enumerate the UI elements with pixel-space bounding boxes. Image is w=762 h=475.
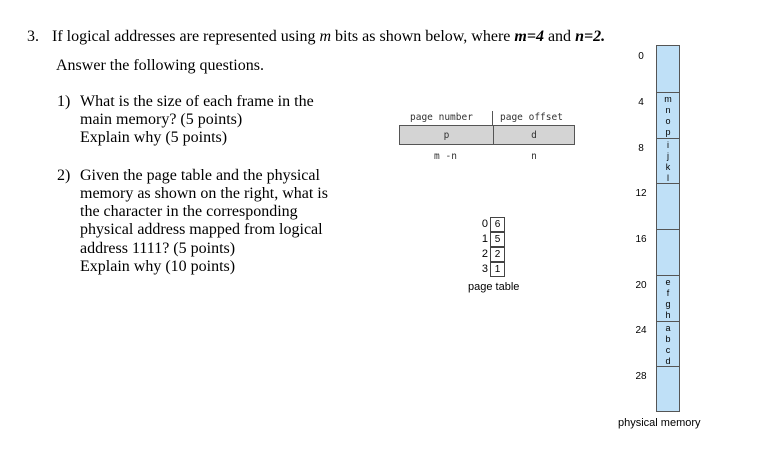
memory-address-label: 24 bbox=[635, 325, 647, 336]
memory-address-label: 12 bbox=[635, 188, 647, 199]
memory-char: g bbox=[665, 299, 671, 309]
intro-m-value: m=4 bbox=[514, 28, 544, 45]
memory-char: n bbox=[665, 105, 671, 115]
memory-char: h bbox=[665, 310, 671, 320]
question-number: 3. bbox=[27, 28, 39, 45]
physical-memory-block bbox=[656, 45, 680, 412]
physical-memory-caption: physical memory bbox=[618, 417, 701, 429]
intro-var-m: m bbox=[319, 28, 332, 45]
memory-char: c bbox=[665, 345, 671, 355]
page-table-caption: page table bbox=[468, 281, 520, 293]
memory-char: p bbox=[665, 127, 671, 137]
page-table bbox=[478, 217, 518, 277]
memory-address-label: 4 bbox=[638, 97, 644, 108]
q2-line: the character in the corresponding bbox=[80, 203, 298, 220]
q2-number: 2) bbox=[57, 167, 71, 184]
frame-boundary bbox=[657, 183, 679, 184]
page-number-field: p bbox=[443, 130, 450, 141]
page-number-bits-label: m -n bbox=[434, 151, 457, 162]
page-table-row bbox=[478, 262, 518, 277]
instruction-text: Answer the following questions. bbox=[56, 57, 264, 74]
memory-address-label: 0 bbox=[638, 51, 644, 62]
memory-address-label: 8 bbox=[638, 143, 644, 154]
memory-char: a bbox=[665, 323, 671, 333]
q2-line: Given the page table and the physical bbox=[80, 167, 320, 184]
frame-boundary bbox=[657, 321, 679, 322]
frame-boundary bbox=[657, 366, 679, 367]
q2-line: memory as shown on the right, what is bbox=[80, 185, 328, 202]
page-table-row bbox=[478, 232, 518, 247]
frame-boundary bbox=[657, 92, 679, 93]
intro-part: and bbox=[543, 28, 576, 45]
frame-boundary bbox=[657, 229, 679, 230]
memory-address-label: 16 bbox=[635, 234, 647, 245]
q2-line: physical address mapped from logical bbox=[80, 221, 323, 238]
memory-address-label: 20 bbox=[635, 280, 647, 291]
page-offset-field: d bbox=[531, 130, 537, 141]
page-index: 1 bbox=[481, 233, 488, 245]
q1-line: Explain why (5 points) bbox=[80, 129, 228, 146]
address-label-divider bbox=[492, 111, 493, 125]
memory-char: e bbox=[665, 277, 671, 287]
memory-char: j bbox=[667, 151, 669, 161]
memory-char: k bbox=[665, 162, 671, 172]
page-index: 2 bbox=[481, 248, 488, 260]
q1-line: What is the size of each frame in the bbox=[80, 93, 314, 110]
q1-number: 1) bbox=[57, 93, 71, 110]
intro-n-value: n=2. bbox=[575, 28, 606, 45]
memory-char: b bbox=[665, 334, 671, 344]
page-offset-bits-label: n bbox=[531, 151, 537, 162]
intro-part: bits as shown below, where bbox=[331, 28, 515, 45]
frame-boundary bbox=[657, 138, 679, 139]
page-offset-label: page offset bbox=[500, 112, 563, 123]
frame-boundary bbox=[657, 275, 679, 276]
memory-char: d bbox=[665, 356, 671, 366]
q2-line: address 1111? (5 points) bbox=[80, 240, 236, 257]
q2-line: Explain why (10 points) bbox=[80, 258, 236, 275]
intro-part: If logical addresses are represented using bbox=[52, 28, 320, 45]
frame-cell: 2 bbox=[490, 247, 505, 262]
page-index: 3 bbox=[481, 263, 488, 275]
memory-char: o bbox=[665, 116, 671, 126]
frame-cell: 1 bbox=[490, 262, 505, 277]
memory-address-label: 28 bbox=[635, 371, 647, 382]
frame-cell: 5 bbox=[490, 232, 505, 247]
page-table-row bbox=[478, 217, 518, 232]
page-index: 0 bbox=[481, 218, 488, 230]
page-table-row bbox=[478, 247, 518, 262]
page-number-label: page number bbox=[410, 112, 473, 123]
memory-char: i bbox=[667, 140, 669, 150]
frame-cell: 6 bbox=[490, 217, 505, 232]
question-intro bbox=[52, 28, 605, 46]
memory-char: l bbox=[667, 173, 669, 183]
memory-char: f bbox=[666, 288, 670, 298]
q1-line: main memory? (5 points) bbox=[80, 111, 243, 128]
memory-char: m bbox=[664, 94, 672, 104]
logical-address-box bbox=[399, 125, 575, 145]
